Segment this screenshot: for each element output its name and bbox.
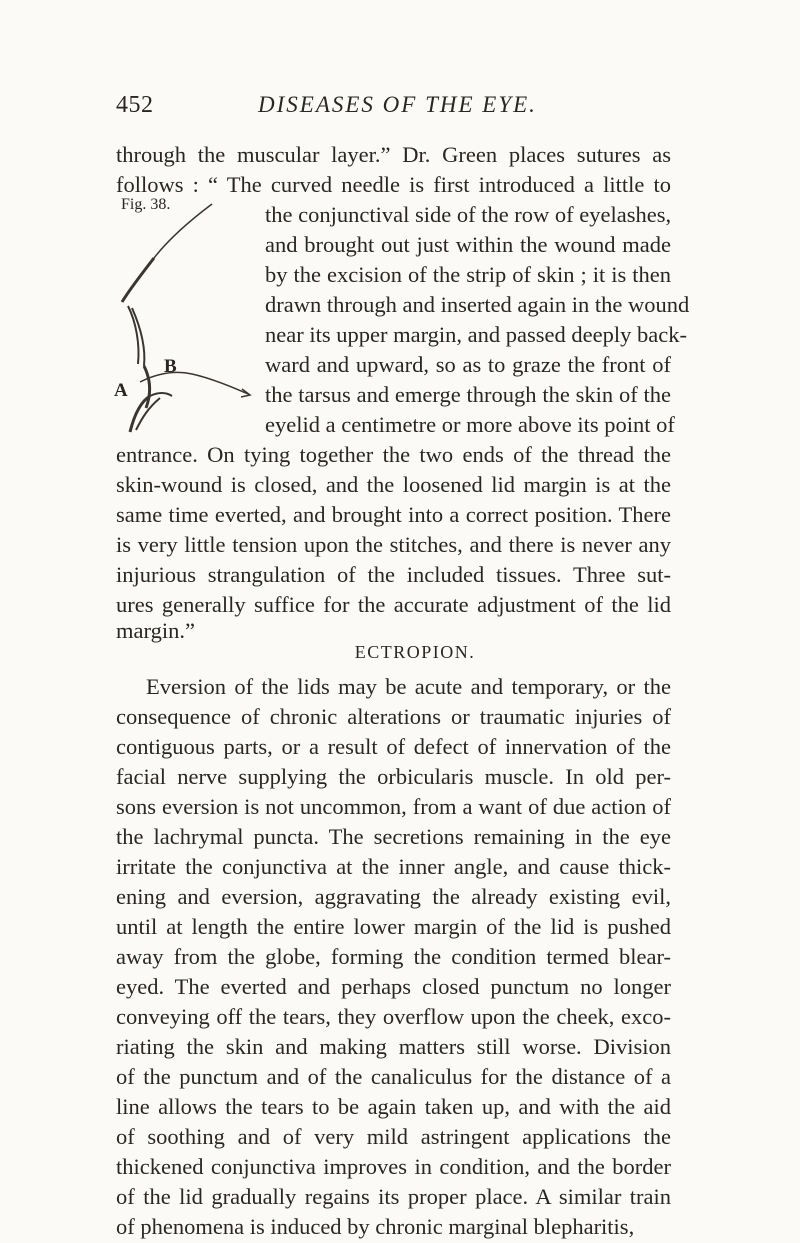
text-line: conveying off the tears, they overflow upon the cheek, exco- [116, 1004, 671, 1029]
text-line: margin.” [116, 618, 195, 643]
text-line: line allows the tears to be again taken up, and with the aid [116, 1094, 671, 1119]
running-title: DISEASES OF THE EYE. [258, 92, 537, 117]
text-line: injurious strangulation of the included tissues. Three sut- [116, 562, 671, 587]
text-line: of the punctum and of the canaliculus for the distance of a [116, 1064, 671, 1089]
text-line: skin-wound is closed, and the loosened lid margin is at the [116, 472, 671, 497]
text-line: eyed. The everted and perhaps closed punctum no longer [116, 974, 671, 999]
figure-caption: Fig. 38. [121, 196, 171, 213]
text-line: of the lid gradually regains its proper place. A similar train [116, 1184, 671, 1209]
text-line: ward and upward, so as to graze the front of [265, 352, 671, 377]
page-number: 452 [116, 92, 154, 118]
text-line: away from the globe, forming the condition termed blear- [116, 944, 671, 969]
suture-figure [110, 196, 260, 436]
text-line: riating the skin and making matters still worse. Division [116, 1034, 671, 1059]
text-line: thickened conjunctiva improves in condition, and the border [116, 1154, 671, 1179]
text-line: entrance. On tying together the two ends of the thread the [116, 442, 671, 467]
text-line: eyelid a centimetre or more above its point of [265, 412, 675, 437]
text-line: ening and eversion, aggravating the already existing evil, [116, 884, 671, 909]
text-line: consequence of chronic alterations or traumatic injuries of [116, 704, 671, 729]
text-line: sons eversion is not uncommon, from a want of due action of [116, 794, 671, 819]
text-line: contiguous parts, or a result of defect of innervation of the [116, 734, 671, 759]
text-line: of soothing and of very mild astringent applications the [116, 1124, 671, 1149]
text-line: and brought out just within the wound made [265, 232, 671, 257]
text-line: facial nerve supplying the orbicularis muscle. In old per- [116, 764, 671, 789]
text-line: the lachrymal puncta. The secretions remaining in the eye [116, 824, 671, 849]
text-line: near its upper margin, and passed deeply back- [265, 322, 687, 347]
text-line: of phenomena is induced by chronic marginal blepharitis, [116, 1214, 635, 1239]
text-line: the tarsus and emerge through the skin of the [265, 382, 671, 407]
figure-label-b: B [164, 356, 177, 377]
suture-needle-diagram-icon [110, 196, 260, 436]
page-header [0, 92, 800, 126]
text-line: the conjunctival side of the row of eyelashes, [265, 202, 672, 227]
text-line: is very little tension upon the stitches, and there is never any [116, 532, 671, 557]
text-line: irritate the conjunctiva at the inner angle, and cause thick- [116, 854, 671, 879]
text-line: until at length the entire lower margin of the lid is pushed [116, 914, 671, 939]
text-line: follows : “ The curved needle is first introduced a little to [116, 172, 671, 197]
section-heading: ECTROPION. [354, 642, 476, 662]
text-line: by the excision of the strip of skin ; it is then [265, 262, 671, 287]
text-line: ures generally suffice for the accurate adjustment of the lid [116, 592, 671, 617]
figure-label-a: A [114, 380, 128, 401]
text-line: drawn through and inserted again in the wound [265, 292, 690, 317]
text-line: same time everted, and brought into a correct position. There [116, 502, 671, 527]
text-line: Eversion of the lids may be acute and temporary, or the [146, 674, 671, 699]
text-line: through the muscular layer.” Dr. Green places sutures as [116, 142, 671, 167]
